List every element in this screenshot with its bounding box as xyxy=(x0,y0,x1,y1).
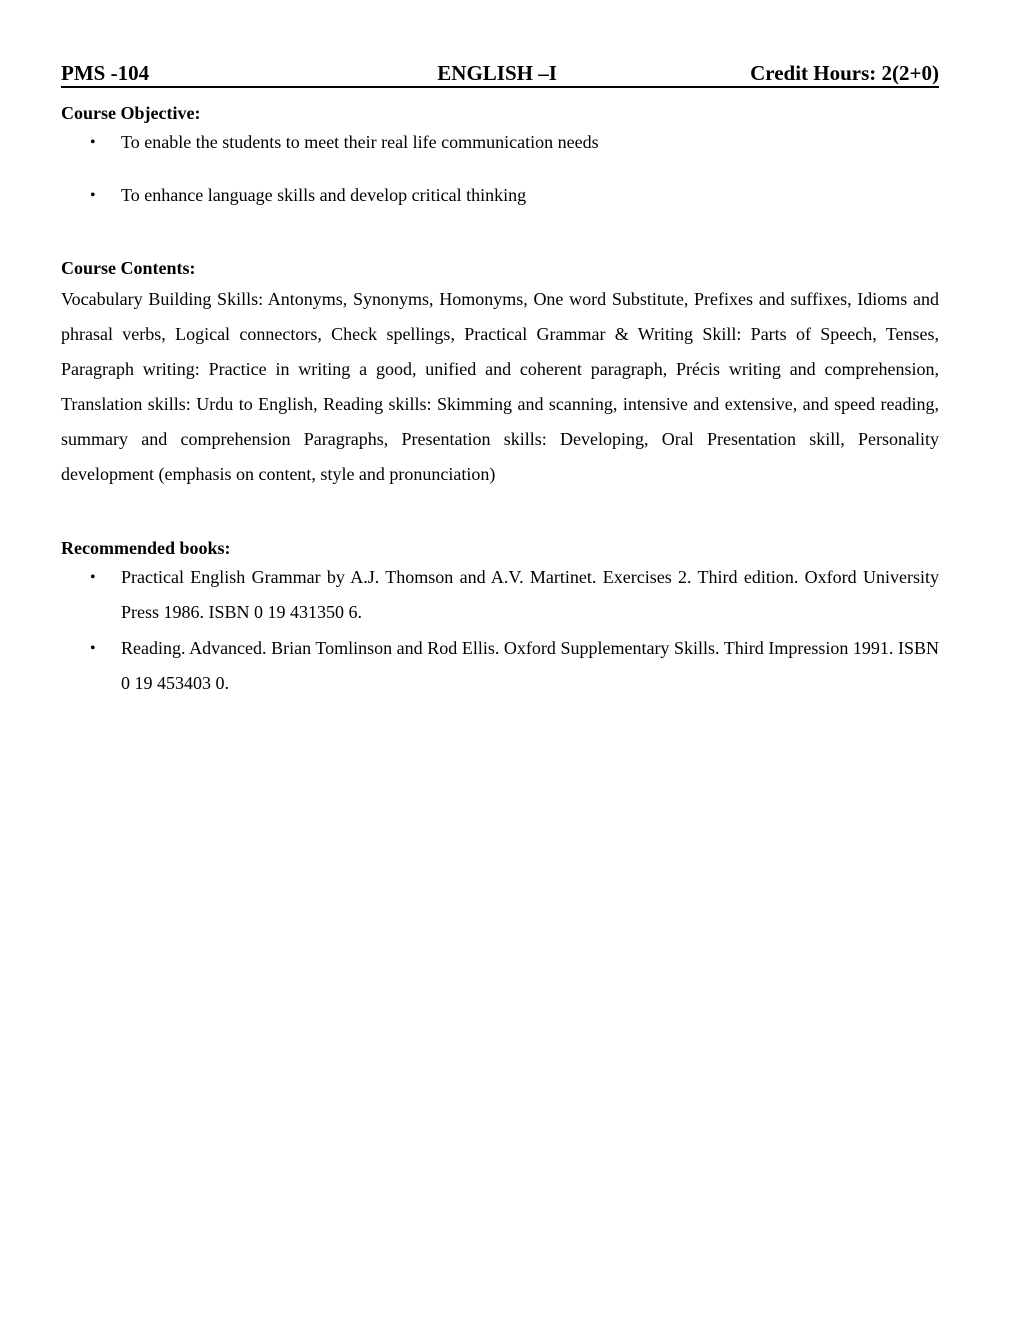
course-header xyxy=(61,58,939,88)
objective-text: To enable the students to meet their real life communication needs xyxy=(121,132,599,152)
book-entry: Practical English Grammar by A.J. Thomson and A.V. Martinet. Exercises 2. Third edition. Oxford University Press 1986. ISBN 0 19 431350 6. xyxy=(121,567,939,622)
document-page xyxy=(61,58,939,702)
course-title: ENGLISH –I xyxy=(437,61,557,85)
bullet-icon: • xyxy=(90,187,96,204)
list-item xyxy=(61,125,939,160)
credit-hours: Credit Hours: 2(2+0) xyxy=(750,61,939,85)
course-contents-paragraph: Vocabulary Building Skills: Antonyms, Synonyms, Homonyms, One word Substitute, Prefixes and suffixes, Idioms and phrasal verbs, Logical connectors, Check spellings, Practical Grammar & Writing Skill: Parts of Speech, Tenses, Paragraph writing: Practice in writing a good, unified and coherent paragraph, Précis writing and comprehension, Translation skills: Urdu to English, Reading skills: Skimming and scanning, intensive and extensive, and speed reading, summary and comprehension Paragraphs, Presentation skills: Developing, Oral Presentation skill, Personality development (emphasis on content, style and pronunciation) xyxy=(61,289,939,484)
objective-list xyxy=(61,125,939,213)
objective-text: To enhance language skills and develop critical thinking xyxy=(121,185,527,205)
recommended-books-heading: Recommended books: xyxy=(61,538,231,558)
list-item xyxy=(61,178,939,213)
course-contents-heading: Course Contents: xyxy=(61,258,196,278)
bullet-icon: • xyxy=(90,640,96,657)
course-objective-heading: Course Objective: xyxy=(61,103,201,123)
course-code: PMS -104 xyxy=(61,61,150,85)
books-list xyxy=(61,560,939,701)
list-item xyxy=(61,560,939,630)
list-item xyxy=(61,631,939,701)
bullet-icon: • xyxy=(90,569,96,586)
book-entry: Reading. Advanced. Brian Tomlinson and Rod Ellis. Oxford Supplementary Skills. Third Impression 1991. ISBN 0 19 453403 0. xyxy=(121,638,939,693)
bullet-icon: • xyxy=(90,134,96,151)
